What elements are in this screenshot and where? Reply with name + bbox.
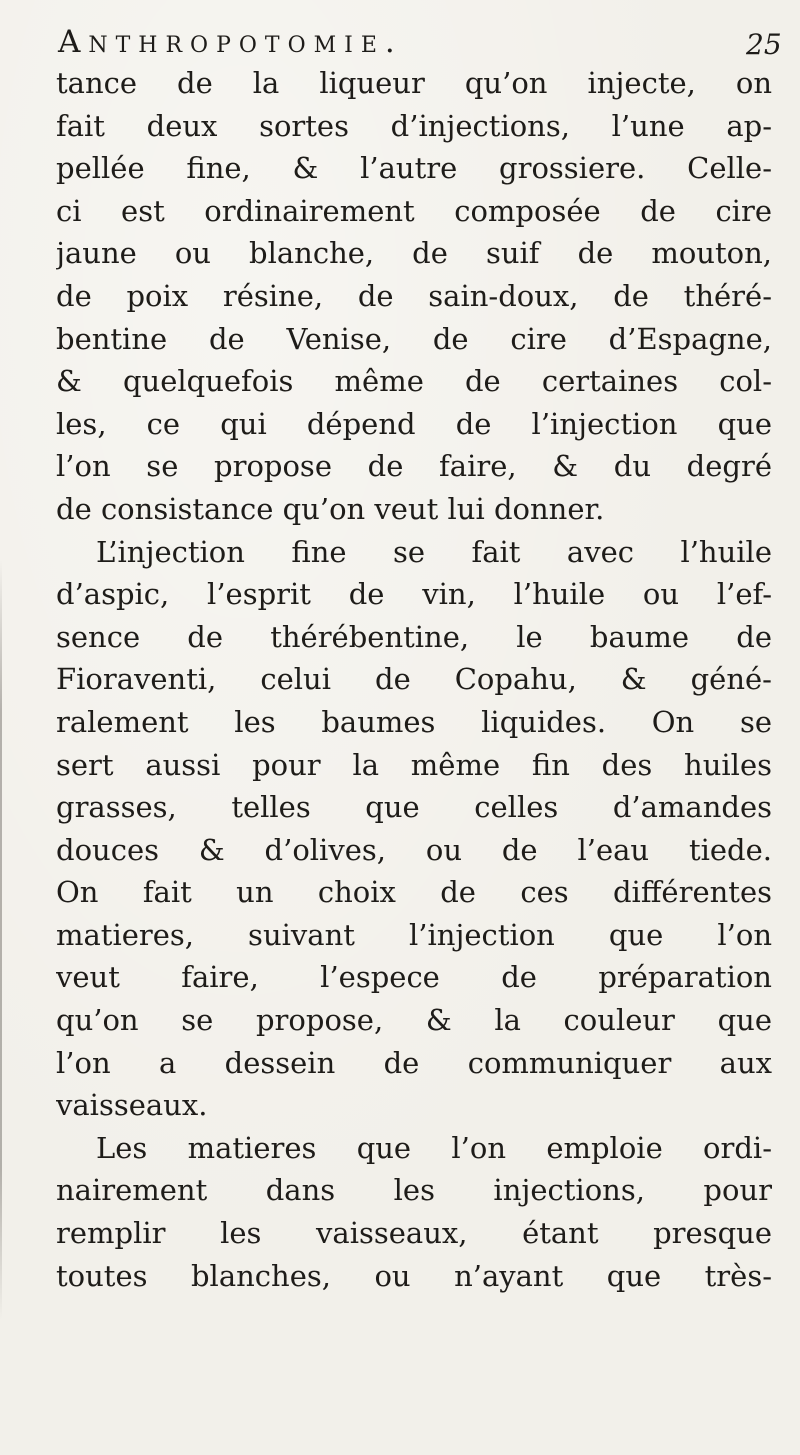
text-line: pellée fine, & l’autre grossiere. Celle-	[56, 151, 772, 186]
text-line: l’on se propose de faire, & du degré	[56, 449, 772, 484]
text-line: tance de la liqueur qu’on injecte, on	[56, 66, 772, 100]
text-line: vaisseaux.	[56, 1088, 208, 1123]
text-line: & quelquefois même de certaines col-	[56, 364, 772, 399]
text-line: de consistance qu’on veut lui donner.	[56, 491, 605, 526]
text-line: qu’on se propose, & la couleur que	[56, 1003, 772, 1038]
text-line: douces & d’olives, ou de l’eau tiede.	[56, 832, 772, 867]
text-line: l’on a dessein de communiquer aux	[56, 1045, 772, 1080]
text-line: sert aussi pour la même fin des huiles	[56, 747, 772, 782]
body-text	[56, 62, 772, 1297]
text-line: veut faire, l’espece de préparation	[56, 960, 772, 995]
text-line: de poix résine, de sain-doux, de théré-	[56, 278, 772, 313]
text-line: grasses, telles que celles d’amandes	[56, 790, 772, 825]
text-line: fait deux sortes d’injections, l’une ap-	[56, 108, 772, 143]
text-line: bentine de Venise, de cire d’Espagne,	[56, 321, 772, 356]
text-line: les, ce qui dépend de l’injection que	[56, 406, 772, 441]
text-line: ralement les baumes liquides. On se	[56, 704, 772, 739]
text-line: jaune ou blanche, de suif de mouton,	[56, 236, 772, 271]
text-line: toutes blanches, ou n’ayant que très-	[56, 1258, 772, 1293]
page-number: 25	[746, 28, 782, 61]
text-line: L’injection fine se fait avec l’huile	[96, 534, 772, 569]
running-head-title: Anthropotomie.	[58, 24, 403, 60]
text-line: ci est ordinairement composée de cire	[56, 193, 772, 228]
text-line: Les matieres que l’on emploie ordi-	[96, 1130, 772, 1165]
page-edge-shadow	[0, 560, 2, 1320]
text-line: Fioraventi, celui de Copahu, & géné-	[56, 662, 772, 697]
text-line: nairement dans les injections, pour	[56, 1173, 772, 1208]
text-line: d’aspic, l’esprit de vin, l’huile ou l’ef-	[56, 577, 772, 612]
text-line: On fait un choix de ces différentes	[56, 875, 772, 910]
text-line: matieres, suivant l’injection que l’on	[56, 917, 772, 952]
text-line: remplir les vaisseaux, étant presque	[56, 1216, 772, 1251]
text-line: sence de thérébentine, le baume de	[56, 619, 772, 654]
